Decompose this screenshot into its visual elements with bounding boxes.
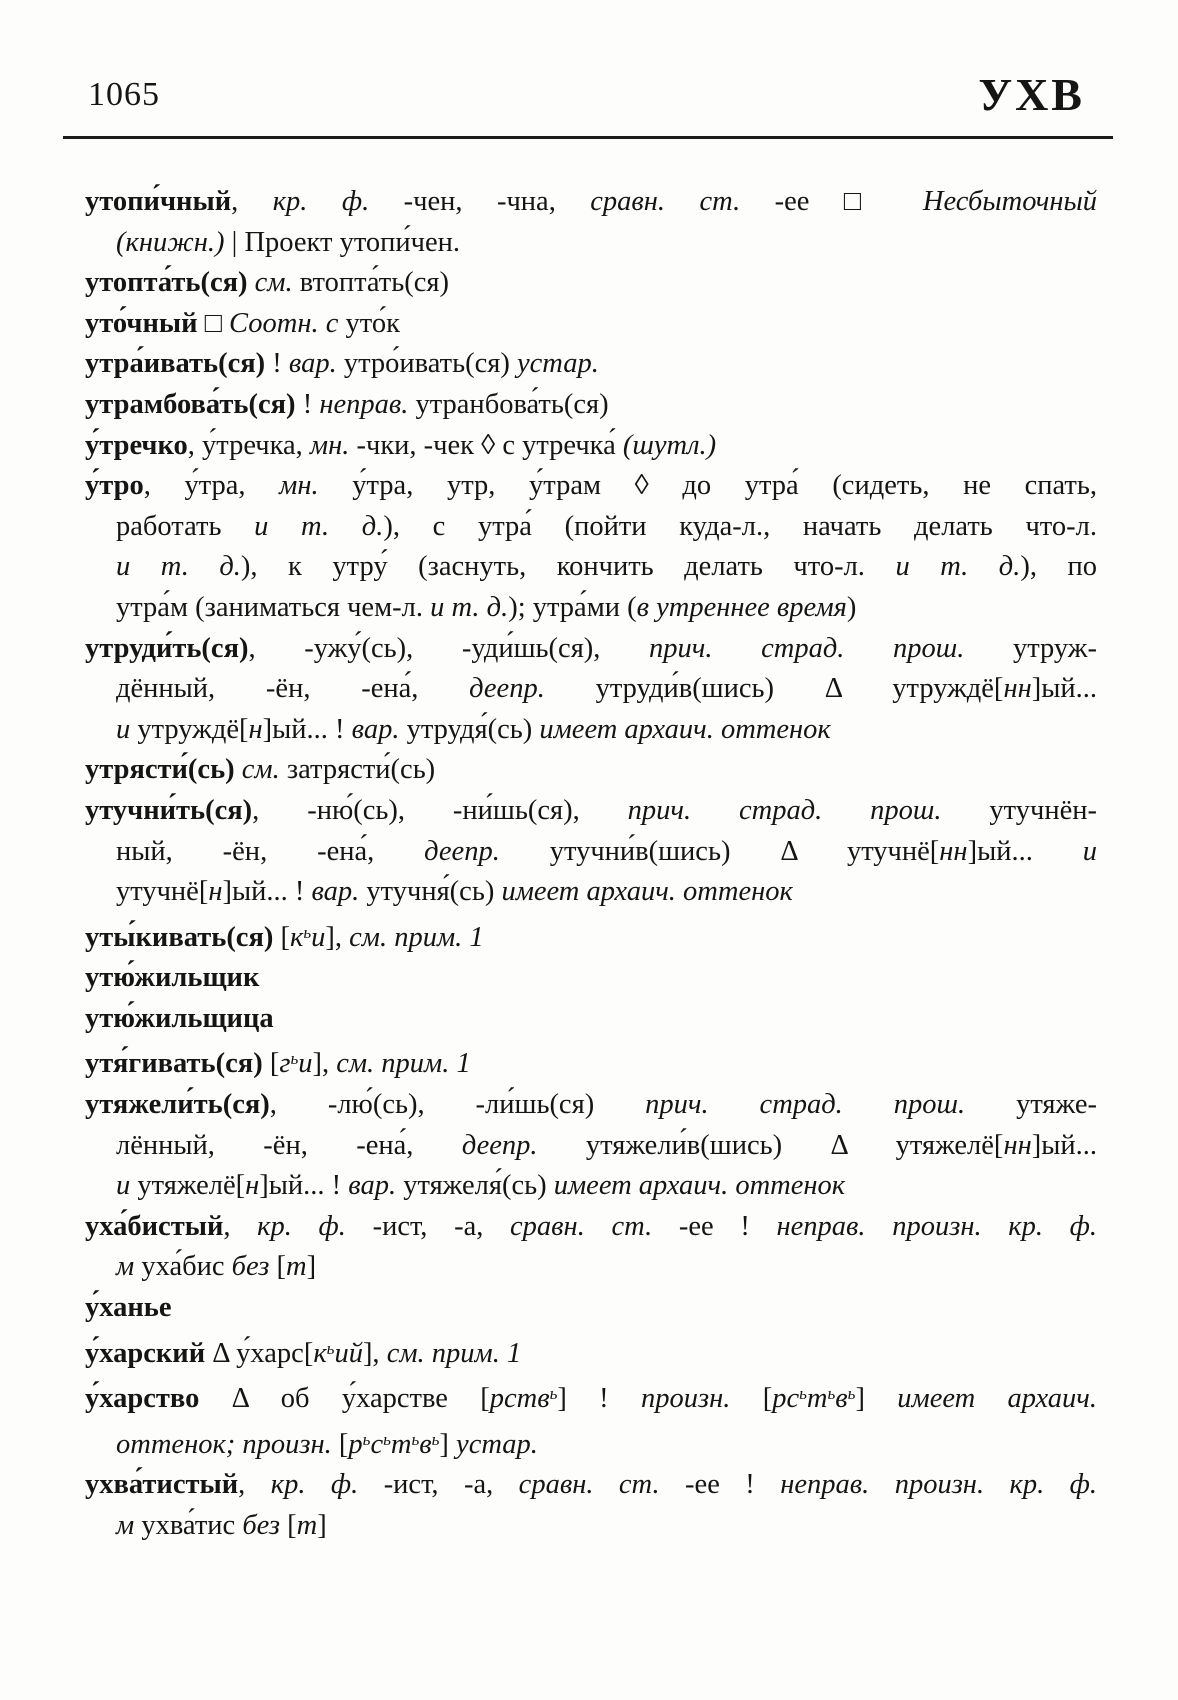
entry-text: утучня́(сь) <box>359 876 502 908</box>
entry-text: ь <box>847 1384 856 1404</box>
entry-text: кр. ф. <box>272 186 370 217</box>
entry-text: нн <box>939 835 968 867</box>
entry-text: т <box>286 1251 307 1283</box>
entry-text: ь <box>549 1384 558 1404</box>
entry-text: у́тра, утр, у́трам ◊ до утра́ (сидеть, не спать, <box>318 470 1097 502</box>
dictionary-entry <box>85 791 1097 913</box>
entry-text: [ <box>273 921 290 953</box>
headword-text: утруди́ть(ся) <box>85 632 249 664</box>
entry-text: утранбова́ть(ся) <box>408 388 609 420</box>
entry-text: м <box>116 1251 135 1283</box>
entry-line-head <box>85 1085 1097 1126</box>
entry-text: утучни́в(шись) Δ утучнё[ <box>499 835 940 867</box>
headword-text: утяжели́ть(ся) <box>85 1089 270 1121</box>
dictionary-entry <box>85 426 1097 467</box>
dictionary-entry <box>85 304 1097 345</box>
entry-text: утро́ивать(ся) <box>336 348 517 380</box>
entry-text: прич. страд. прош. <box>649 632 965 664</box>
entry-text: ь <box>383 1429 391 1449</box>
entry-text: вар. <box>351 713 400 745</box>
entry-text: ь <box>431 1429 440 1449</box>
entry-text: и <box>311 921 326 953</box>
entry-text: ], <box>362 1337 387 1369</box>
dictionary-entry <box>85 750 1097 791</box>
entry-text: вар. <box>311 876 360 908</box>
entry-text: ), по <box>1020 551 1097 583</box>
entry-text: [ <box>280 1510 297 1541</box>
entry-text: , у́тречка, <box>187 429 310 461</box>
headword-text: утопта́ть(ся) <box>85 267 248 299</box>
entry-line-head <box>85 1374 1097 1420</box>
entry-text: утруждё[ <box>130 713 249 745</box>
entry-line-head <box>85 791 1097 832</box>
section-letters: УХВ <box>978 69 1085 120</box>
entry-text: без <box>242 1510 281 1541</box>
entry-text: ] <box>317 1510 327 1541</box>
entry-text: утяже- <box>965 1089 1097 1121</box>
entry-line-cont <box>85 1247 1097 1288</box>
entry-text: ), с утра́ (пойти куда-л., начать делать что-л. <box>383 510 1097 542</box>
entry-text: с <box>370 1428 384 1460</box>
entry-text: ]ый... ! <box>222 876 312 908</box>
entry-line-cont <box>85 710 1097 751</box>
entry-text: и <box>298 1048 313 1080</box>
entry-text: -ее □ <box>740 186 923 217</box>
dictionary-entry <box>85 385 1097 426</box>
entry-text: Δ об у́харстве [ <box>199 1383 490 1415</box>
entry-text: и т. д. <box>116 551 241 583</box>
entry-text: прич. страд. прош. <box>645 1089 966 1121</box>
entry-line-head <box>85 1288 1097 1329</box>
entry-text: рс <box>772 1383 800 1415</box>
headword-text: у́тро <box>85 470 144 502</box>
entry-text: мн. <box>279 470 319 502</box>
entry-text: р <box>348 1428 363 1460</box>
entry-text: в утреннее время <box>636 591 847 623</box>
entry-text: деепр. <box>424 835 500 867</box>
entry-text: и <box>116 713 131 745</box>
entry-text: в <box>835 1383 848 1415</box>
entry-text: -ист, -а, <box>345 1210 511 1242</box>
entry-text: [ <box>730 1383 773 1415</box>
entry-line-cont <box>85 1126 1097 1167</box>
entry-line-cont <box>85 1166 1097 1207</box>
entry-text: нн <box>1003 1129 1032 1161</box>
dictionary-entry <box>85 1085 1097 1207</box>
entry-text: имеет архаич. <box>897 1383 1097 1415</box>
dictionary-entry <box>85 1288 1097 1329</box>
entry-text: , у́тра, <box>143 470 280 502</box>
entry-line-head <box>85 750 1097 791</box>
entry-text: ] <box>306 1251 317 1283</box>
entry-text: кр. ф. <box>257 1210 346 1242</box>
dictionary-entry <box>85 999 1097 1040</box>
entry-text: уха́бис <box>134 1251 232 1283</box>
dictionary-entry <box>85 1374 1097 1465</box>
entry-text: прич. страд. прош. <box>627 794 942 826</box>
entry-text: ный, -ён, -ена́, <box>116 835 425 867</box>
entry-text: т <box>806 1383 828 1415</box>
entry-text: -ист, -а, <box>358 1469 519 1501</box>
dictionary-entry <box>85 1465 1097 1546</box>
entry-text: ], <box>312 1048 337 1080</box>
entry-text: без <box>231 1251 270 1283</box>
dictionary-entry <box>85 182 1097 263</box>
entry-text: -ее ! <box>659 1469 781 1501</box>
entry-text: ь <box>827 1384 836 1404</box>
entry-text: [ <box>331 1428 349 1460</box>
entry-text: н <box>248 713 263 745</box>
entry-text: ь <box>290 1049 299 1069</box>
headword-text: утрамбова́ть(ся) <box>85 388 296 420</box>
entry-text: к <box>290 921 304 953</box>
entry-text: втопта́ть(ся) <box>292 267 449 299</box>
headword-text: утя́гивать(ся) <box>85 1048 263 1080</box>
entry-line-head <box>85 1207 1097 1248</box>
entry-line-head <box>85 958 1097 999</box>
entry-text: [ <box>269 1251 286 1283</box>
entry-line-head <box>85 1465 1097 1506</box>
entry-text: , -ужу́(сь), -уди́шь(ся), <box>248 632 650 664</box>
entry-text: ! <box>265 348 289 380</box>
entry-text: ]ый... <box>1031 673 1097 705</box>
entry-text: см. <box>241 754 280 786</box>
entry-line-cont <box>85 872 1097 913</box>
dictionary-entry <box>85 466 1097 628</box>
entry-text: утучнён- <box>941 794 1097 826</box>
entry-text: лённый, -ён, -ена́, <box>116 1129 462 1161</box>
entry-text: ь <box>799 1384 807 1404</box>
dictionary-entry <box>85 913 1097 959</box>
entry-text: ) <box>846 591 857 623</box>
entry-text: ]ый... ! <box>262 713 352 745</box>
headword-text: уха́бистый <box>85 1210 224 1242</box>
header-rule <box>63 136 1113 139</box>
headword-text: у́ханье <box>85 1292 172 1324</box>
entry-text: ] <box>855 1383 898 1415</box>
headword-text: утю́жильщик <box>85 962 260 994</box>
entry-text: см. прим. 1 <box>349 921 484 953</box>
entry-text: мн. <box>309 429 350 461</box>
entry-text: вар. <box>288 348 337 380</box>
entry-text: н <box>208 876 223 908</box>
entry-text: и т. д. <box>895 551 1021 583</box>
entry-text: ь <box>303 922 312 942</box>
entry-line-head <box>85 629 1097 670</box>
headword-text: ухва́тистый <box>85 1469 239 1501</box>
entry-text: [ <box>262 1048 280 1080</box>
entry-text: ] <box>439 1428 457 1460</box>
entry-text: устар. <box>456 1428 538 1460</box>
entry-text: утруди́в(шись) Δ утруждё[ <box>544 673 1004 705</box>
entry-line-head <box>85 182 1097 223</box>
entry-text: ]ый... <box>1031 1129 1097 1161</box>
entry-line-head <box>85 263 1097 304</box>
entry-text: имеет архаич. оттенок <box>539 713 831 745</box>
entry-text: утучнё[ <box>116 876 209 908</box>
entry-text: , <box>238 1469 271 1501</box>
entry-text: деепр. <box>461 1129 538 1161</box>
entry-text: неправ. произн. кр. ф. <box>780 1469 1098 1501</box>
headword-text: уты́кивать(ся) <box>85 921 274 953</box>
headword-text: утучни́ть(ся) <box>85 794 253 826</box>
headword-text: утопи́чный <box>85 186 232 217</box>
entry-text: утруж- <box>964 632 1097 664</box>
entry-text: т <box>296 1510 318 1541</box>
entry-line-cont <box>85 1506 1097 1547</box>
entry-text: ]ый... ! <box>259 1170 349 1202</box>
entry-text: -чен, -чна, <box>369 186 591 217</box>
entry-text: (книжн.) <box>116 226 225 258</box>
entry-line-cont <box>85 832 1097 873</box>
entry-text: Несбыточный <box>922 186 1098 217</box>
entry-text: утра́м (заниматься чем-л. <box>116 591 431 623</box>
entry-text: произн. <box>641 1383 731 1415</box>
entry-text: утяжели́в(шись) Δ утяжелё[ <box>537 1129 1004 1161</box>
entry-text: работать <box>116 510 255 542</box>
entry-text: ь <box>362 1429 371 1449</box>
entry-line-head <box>85 999 1097 1040</box>
entry-line-cont <box>85 547 1097 588</box>
entry-line-cont <box>85 1420 1097 1466</box>
entry-text: ь <box>326 1338 335 1358</box>
entry-text: Δ у́харс[ <box>205 1337 314 1369</box>
headword-text: утю́жильщица <box>85 1002 274 1034</box>
entry-text: и т. д. <box>254 510 384 542</box>
entry-text: затрясти́(сь) <box>279 754 436 786</box>
entry-line-head <box>85 1039 1097 1085</box>
entry-line-head <box>85 1329 1097 1375</box>
entry-line-head <box>85 304 1097 345</box>
entry-text: ухва́тис <box>134 1510 243 1541</box>
entry-text: т <box>390 1428 412 1460</box>
headword-text: у́харство <box>85 1383 200 1415</box>
entry-text: ), к утру́ (заснуть, кончить делать что-л. <box>240 551 896 583</box>
entry-line-head <box>85 344 1097 385</box>
entry-text: имеет архаич. оттенок <box>553 1170 846 1202</box>
entry-text: утрудя́(сь) <box>399 713 540 745</box>
headword-text: уто́чный <box>85 307 198 339</box>
entry-text: дённый, -ён, -ена́, <box>116 673 470 705</box>
entry-text: неправ. произн. кр. ф. <box>776 1210 1097 1242</box>
entry-text: н <box>245 1170 260 1202</box>
entry-text: Соотн. с <box>229 307 339 339</box>
entry-text: (шутл.) <box>622 429 717 461</box>
entry-text: сравн. ст. <box>510 1210 653 1242</box>
entry-text: устар. <box>516 348 599 380</box>
entry-text: □ <box>197 307 230 339</box>
entry-line-cont <box>85 669 1097 710</box>
entry-text: ] ! <box>557 1383 642 1415</box>
entry-text: сравн. ст. <box>518 1469 660 1501</box>
entry-line-head <box>85 913 1097 959</box>
entry-text: см. <box>254 267 293 299</box>
entry-line-cont <box>85 588 1097 629</box>
entry-text: , -лю́(сь), -ли́шь(ся) <box>269 1089 646 1121</box>
entry-text: ]ый... <box>967 835 1083 867</box>
entry-text: , -ню́(сь), -ни́шь(ся), <box>252 794 628 826</box>
entry-text: ь <box>411 1429 420 1449</box>
entry-text: и т. д. <box>430 591 509 623</box>
entry-text: утяжелё[ <box>130 1170 246 1202</box>
dictionary-entry <box>85 1329 1097 1375</box>
entry-text: имеет архаич. оттенок <box>501 876 793 908</box>
entry-line-head <box>85 466 1097 507</box>
dictionary-entry <box>85 1039 1097 1085</box>
entry-text: рств <box>489 1383 550 1415</box>
headword-text: у́тречко <box>85 429 188 461</box>
entry-line-cont <box>85 223 1097 264</box>
entry-text: в <box>419 1428 432 1460</box>
entry-text: кр. ф. <box>270 1469 359 1501</box>
page-number: 1065 <box>88 76 160 113</box>
entry-line-head <box>85 385 1097 426</box>
entry-text: м <box>116 1510 135 1541</box>
entries <box>85 182 1097 1547</box>
entry-line-head <box>85 426 1097 467</box>
headword-text: утра́ивать(ся) <box>85 348 266 380</box>
entry-text: к <box>313 1337 327 1369</box>
entry-text: ); утра́ми ( <box>508 591 637 623</box>
entry-text: -чки, -чек ◊ с утречка́ <box>349 429 623 461</box>
entry-text: см. прим. 1 <box>386 1337 522 1369</box>
dictionary-entry <box>85 629 1097 751</box>
entry-text <box>248 267 255 298</box>
entry-text: деепр. <box>469 673 545 705</box>
entry-text: ], <box>325 921 350 953</box>
entry-text: см. прим. 1 <box>336 1048 471 1080</box>
entry-text: г <box>279 1048 291 1080</box>
entry-text: вар. <box>348 1170 397 1202</box>
dictionary-entry <box>85 263 1097 304</box>
entry-text: и <box>116 1170 131 1202</box>
entry-text <box>235 754 242 785</box>
entry-text: | Проект утопи́чен. <box>224 226 461 258</box>
entry-text: уто́к <box>338 307 400 339</box>
headword-text: утрясти́(сь) <box>85 754 235 786</box>
entry-text: ! <box>295 388 320 420</box>
entry-text: , <box>231 186 273 217</box>
entry-line-cont <box>85 507 1097 548</box>
entry-text: -ее ! <box>652 1210 777 1242</box>
entry-text: нн <box>1003 673 1032 705</box>
entry-text: , <box>223 1210 258 1242</box>
entry-text: и <box>1082 835 1097 867</box>
entry-text: утяжеля́(сь) <box>396 1170 554 1202</box>
entry-text: сравн. ст. <box>590 186 741 217</box>
entry-text: оттенок; произн. <box>116 1428 332 1460</box>
headword-text: у́харский <box>85 1337 206 1369</box>
entry-text: неправ. <box>319 388 409 420</box>
dictionary-entry <box>85 958 1097 999</box>
dictionary-entry <box>85 1207 1097 1288</box>
dictionary-entry <box>85 344 1097 385</box>
entry-text: ий <box>334 1337 363 1369</box>
